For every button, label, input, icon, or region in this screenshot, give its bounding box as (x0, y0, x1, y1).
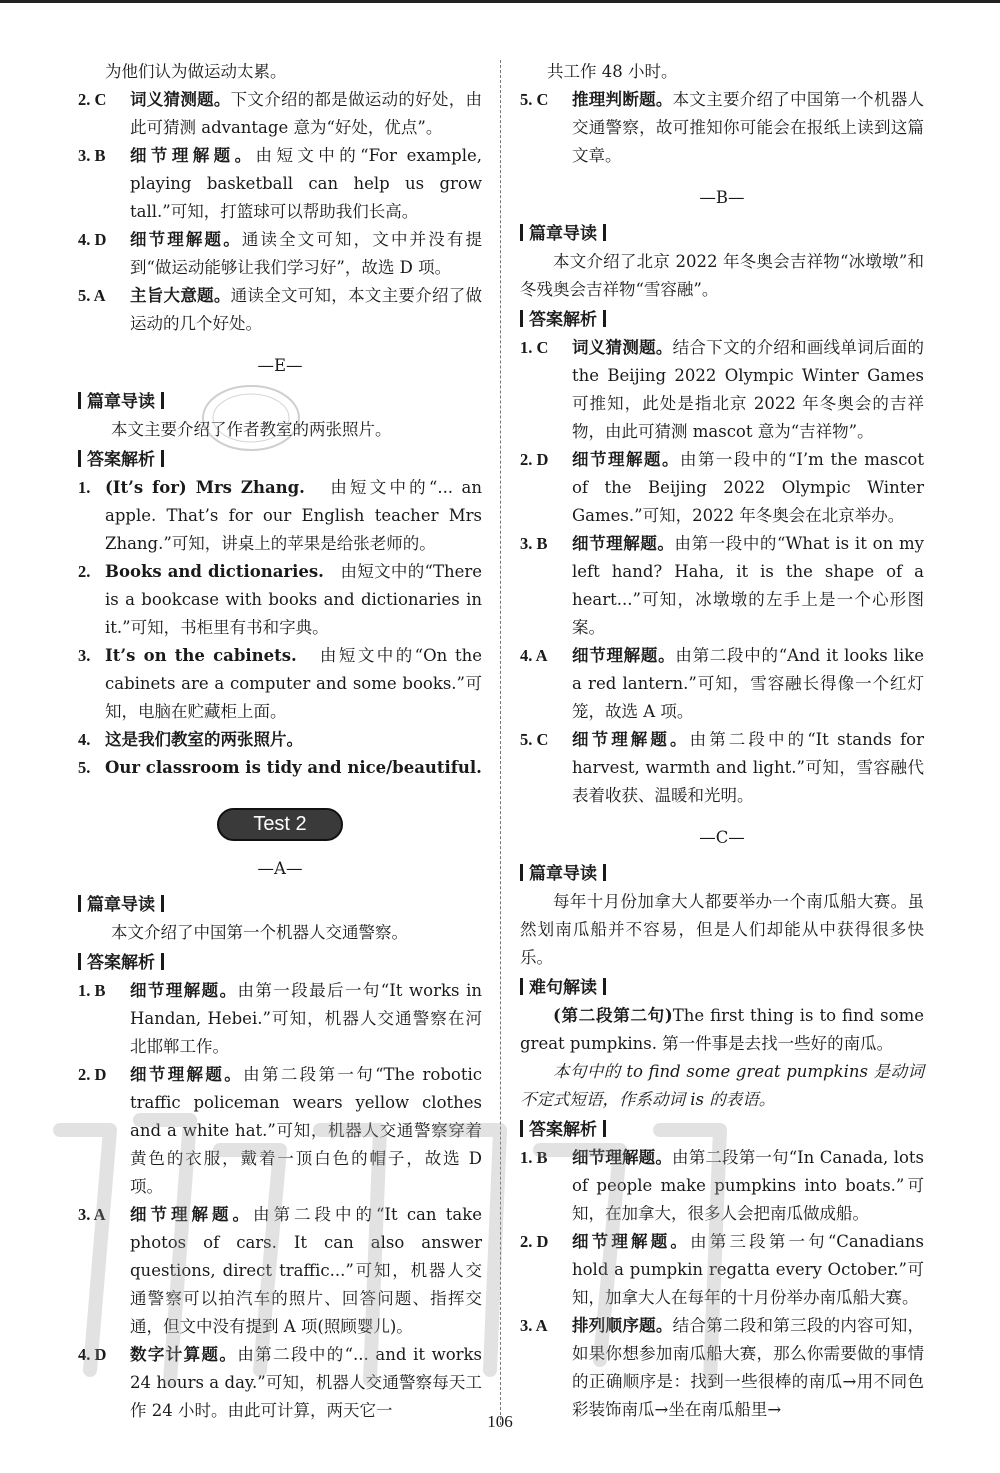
explanation: 由第一段中的“What is it on my left hand? Haha, it is the shape of a heart...”可知，冰墩墩的左手上是一个心形图案。 (572, 534, 925, 637)
continued-text: 为他们认为做运动太累。 (105, 62, 287, 81)
answer-text: It’s on the cabinets. (105, 646, 297, 665)
question-type: 排列顺序题。 (572, 1316, 673, 1335)
question-type: 细节理解题。 (572, 730, 690, 749)
test-title: Test 2 (217, 808, 342, 841)
guide-text: 本文介绍了北京 2022 年冬奥会吉祥物“冰墩墩”和冬残奥会吉祥物“雪容融”。 (520, 252, 924, 299)
answer-item (520, 642, 924, 726)
continued-text: 共工作 48 小时。 (547, 62, 678, 81)
item-number: 4. (78, 730, 91, 749)
explanation: 由短文中的“For example, playing basketball can help us grow tall.”可知，打篮球可以帮助我们长高。 (130, 146, 483, 221)
item-number: 2. D (520, 1232, 549, 1251)
item-number: 4. D (78, 230, 107, 249)
answer-heading: 答案解析 (520, 306, 924, 334)
answer-item (78, 226, 482, 282)
watermark (20, 1090, 980, 1390)
explanation: 由短文中的“There is a bookcase with books and dictionaries in it.”可知，书柜里有书和字典。 (105, 562, 482, 637)
hard-sentence (520, 1002, 924, 1058)
question-type: 细节理解题。 (572, 1232, 691, 1251)
explanation: 由第一段最后一句“It works in Handan, Hebei.”可知，机器人交通警察在河北邯郸工作。 (130, 981, 483, 1056)
item-number: 2. C (78, 90, 107, 109)
explanation: 由第三段第一句“Canadians hold a pumpkin regatta every October.”可知，加拿大人在每年的十月份举办南瓜船大赛。 (572, 1232, 924, 1307)
answer-item (78, 142, 482, 226)
part-b-label: —B— (699, 188, 745, 207)
part-e-label: —E— (257, 356, 303, 375)
answer-heading: 答案解析 (78, 949, 482, 977)
question-type: 细节理解题。 (572, 450, 680, 469)
question-type: 词义猜测题。 (130, 90, 231, 109)
guide-heading: 篇章导读 (78, 388, 482, 416)
answer-heading: 答案解析 (78, 446, 482, 474)
answer-item (520, 446, 924, 530)
answer-text: (It’s for) Mrs Zhang. (105, 478, 305, 497)
answer-item (520, 86, 924, 170)
question-type: 主旨大意题。 (130, 286, 231, 305)
question-type: 细节理解题。 (572, 1148, 673, 1167)
explanation: 下文介绍的都是做运动的好处，由此可猜测 advantage 意为“好处，优点”。 (130, 90, 483, 137)
explanation: 结合下文的介绍和画线单词后面的 the Beijing 2022 Olympic Winter Games 可推知，此处是指北京 2022 年冬奥会的吉祥物，由此可猜测 mascot 意为“吉祥物”。 (572, 338, 925, 441)
item-number: 3. A (78, 1205, 106, 1224)
question-type: 细节理解题。 (130, 146, 256, 165)
answer-item (78, 977, 482, 1061)
question-type: 细节理解题。 (130, 1065, 244, 1084)
explanation: 由第二段第一句“In Canada, lots of people make pumpkins into boats.”可知，在加拿大，很多人会把南瓜做成船。 (572, 1148, 925, 1223)
explanation: 由第二段中的“... and it works 24 hours a day.”可知，机器人交通警察每天工作 24 小时。由此可计算，两天它一 (130, 1345, 483, 1420)
guide-text: 本文主要介绍了作者教室的两张照片。 (111, 420, 392, 439)
explanation: 结合第二段和第三段的内容可知，如果你想参加南瓜船大赛，那么你需要做的事情的正确顺序是：找到一些很棒的南瓜→用不同色彩装饰南瓜→坐在南瓜船里→ (572, 1316, 925, 1419)
item-number: 1. B (78, 981, 106, 1000)
answer-item (78, 558, 482, 642)
answer-heading: 答案解析 (520, 1116, 924, 1144)
question-type: 细节理解题。 (130, 230, 242, 249)
answer-item (78, 754, 482, 782)
item-number: 3. (78, 646, 91, 665)
item-number: 1. B (520, 1148, 548, 1167)
top-rule (0, 0, 1000, 3)
item-number: 4. A (520, 646, 548, 665)
item-number: 5. (78, 758, 91, 777)
question-type: 数字计算题。 (130, 1345, 238, 1364)
guide-heading: 篇章导读 (78, 891, 482, 919)
question-type: 细节理解题。 (572, 534, 675, 553)
item-number: 2. D (78, 1065, 107, 1084)
explanation: 由第二段中的“It stands for harvest, warmth and light.”可知，雪容融代表着收获、温暖和光明。 (572, 730, 925, 805)
item-number: 1. C (520, 338, 549, 357)
item-number: 5. C (520, 90, 549, 109)
answer-text: Our classroom is tidy and nice/beautiful. (105, 758, 482, 777)
hard-sentence-text: The first thing is to find some great pumpkins. 第一件事是去找一些好的南瓜。 (520, 1006, 924, 1053)
hard-sentence-note: 本句中的 to find some great pumpkins 是动词不定式短语，作系动词 is 的表语。 (520, 1062, 924, 1109)
test-title-wrap (78, 808, 482, 841)
guide-heading: 篇章导读 (520, 860, 924, 888)
item-number: 5. C (520, 730, 549, 749)
answer-item (78, 474, 482, 558)
explanation: 通读全文可知，文中并没有提到“做运动能够让我们学习好”，故选 D 项。 (130, 230, 483, 277)
hard-sentence-ref: (第二段第二句) (553, 1006, 673, 1025)
question-type: 细节理解题。 (572, 646, 676, 665)
item-number: 1. (78, 478, 91, 497)
question-type: 细节理解题。 (130, 981, 238, 1000)
stamp-mark (196, 378, 306, 458)
explanation: 通读全文可知，本文主要介绍了做运动的几个好处。 (130, 286, 483, 333)
part-c-label: —C— (699, 828, 745, 847)
explanation: 由第二段中的“It can take photos of cars. It can also answer questions, direct traffic...”可知，机器人交通警察可以拍汽车的照片、回答问题、指挥交通，但文中没有提到 A 项(照顾婴儿)。 (130, 1205, 483, 1336)
answer-item (78, 282, 482, 338)
item-number: 4. D (78, 1345, 107, 1364)
answer-item (78, 642, 482, 726)
guide-heading: 篇章导读 (520, 220, 924, 248)
explanation: 本文主要介绍了中国第一个机器人交通警察，故可推知你可能会在报纸上读到这篇文章。 (572, 90, 925, 165)
explanation: 由第二段第一句“The robotic traffic policeman wears yellow clothes and a white hat.”可知，机器人交通警察穿着黄色的衣服，戴着一顶白色的帽子，故选 D 项。 (130, 1065, 482, 1196)
answer-item (520, 726, 924, 810)
item-number: 5. A (78, 286, 106, 305)
question-type: 推理判断题。 (572, 90, 673, 109)
explanation: 由第一段中的“I’m the mascot of the Beijing 2022 Olympic Winter Games.”可知，2022 年冬奥会在北京举办。 (572, 450, 924, 525)
explanation: 由短文中的“... an apple. That’s for our English teacher Mrs Zhang.”可知，讲桌上的苹果是给张老师的。 (105, 478, 482, 553)
item-number: 3. B (78, 146, 106, 165)
page-number: 106 (487, 1412, 513, 1431)
answer-text: 这是我们教室的两张照片。 (105, 730, 303, 749)
explanation: 由短文中的“On the cabinets are a computer and some books.”可知，电脑在贮藏柜上面。 (105, 646, 482, 721)
item-number: 3. A (520, 1316, 548, 1335)
answer-item (520, 530, 924, 642)
answer-text: Books and dictionaries. (105, 562, 324, 581)
answer-item (520, 334, 924, 446)
item-number: 2. D (520, 450, 549, 469)
question-type: 细节理解题。 (130, 1205, 253, 1224)
part-a-label: —A— (257, 859, 303, 878)
guide-text: 每年十月份加拿大人都要举办一个南瓜船大赛。虽然划南瓜船并不容易，但是人们却能从中获得很多快乐。 (520, 892, 924, 967)
guide-text: 本文介绍了中国第一个机器人交通警察。 (111, 923, 408, 942)
explanation: 由第二段中的“And it looks like a red lantern.”可知，雪容融长得像一个红灯笼，故选 A 项。 (572, 646, 924, 721)
hard-sentence-heading: 难句解读 (520, 974, 924, 1002)
item-number: 3. B (520, 534, 548, 553)
question-type: 词义猜测题。 (572, 338, 673, 357)
answer-item (78, 726, 482, 754)
answer-item (78, 86, 482, 142)
item-number: 2. (78, 562, 91, 581)
